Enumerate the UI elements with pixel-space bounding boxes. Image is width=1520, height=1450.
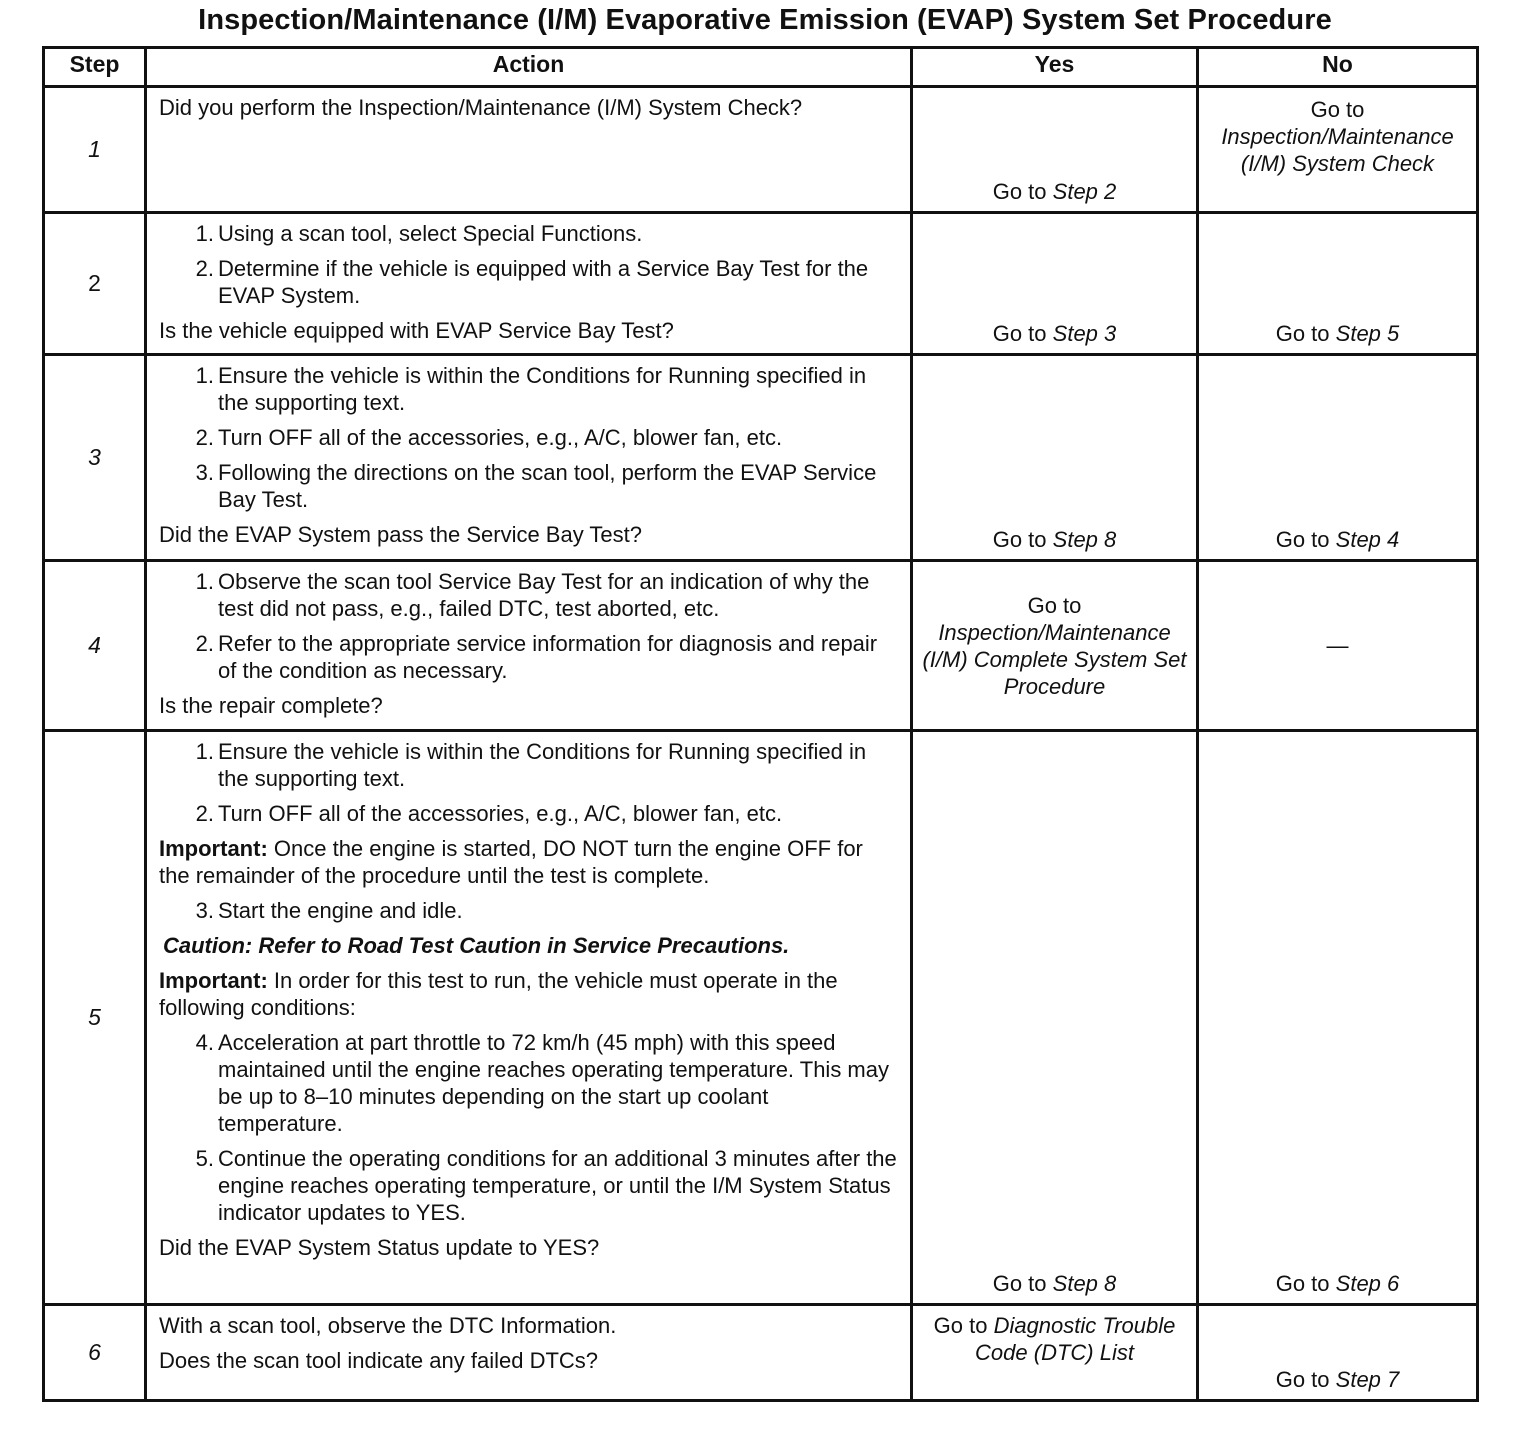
item-number: 1. (195, 363, 214, 388)
table-row (44, 87, 1478, 213)
yes-prefix: Go to (992, 1271, 1047, 1296)
no-prefix: Go to (1275, 321, 1330, 346)
item-text: Turn OFF all of the accessories, e.g., A/C, blower fan, etc. (218, 425, 783, 450)
item-number: 5. (195, 1146, 214, 1171)
no-cell (1198, 355, 1478, 561)
list-item (159, 630, 898, 684)
step-number: 1 (44, 87, 146, 213)
yes-link[interactable]: Step 8 (1052, 527, 1117, 552)
item-number: 1. (195, 569, 214, 594)
list-item (159, 220, 898, 247)
yes-link[interactable]: Diagnostic Trouble Code (DTC) List (975, 1313, 1176, 1365)
no-prefix: Go to (1275, 1367, 1330, 1392)
item-text: Determine if the vehicle is equipped with a Service Bay Test for the EVAP System. (218, 256, 869, 308)
step-number: 2 (44, 213, 146, 355)
action-cell (146, 213, 912, 355)
item-number: 2. (195, 425, 214, 450)
no-cell (1198, 561, 1478, 731)
procedure-table (42, 46, 1479, 1402)
list-item (159, 568, 898, 622)
list-item (159, 800, 898, 827)
no-link[interactable]: Step 4 (1335, 527, 1400, 552)
no-cell (1198, 1305, 1478, 1401)
no-prefix: Go to (1275, 527, 1330, 552)
list-item (159, 1145, 898, 1226)
header-no: No (1198, 48, 1478, 87)
step-question: Did the EVAP System pass the Service Bay Test? (159, 522, 643, 547)
action-list (159, 738, 898, 827)
item-text: Acceleration at part throttle to 72 km/h (45 mph) with this speed maintained until the engine reaches operating temperature. This may be up to 8–10 minutes depending on the start up coolant temperature. (218, 1030, 889, 1136)
item-number: 1. (195, 739, 214, 764)
no-cell (1198, 731, 1478, 1305)
table-row (44, 213, 1478, 355)
list-item (159, 255, 898, 309)
caution-note: Caution: Refer to Road Test Caution in Service Precautions. (163, 933, 790, 958)
header-action: Action (146, 48, 912, 87)
action-text: With a scan tool, observe the DTC Information. (159, 1313, 617, 1338)
table-row (44, 355, 1478, 561)
important-label: Important: (159, 836, 268, 861)
action-list (159, 220, 898, 309)
item-text: Following the directions on the scan tool, perform the EVAP Service Bay Test. (218, 460, 877, 512)
no-link[interactable]: Step 6 (1335, 1271, 1400, 1296)
no-cell (1198, 213, 1478, 355)
step-question: Did you perform the Inspection/Maintenance (I/M) System Check? (159, 95, 803, 120)
no-cell (1198, 87, 1478, 213)
item-number: 2. (195, 801, 214, 826)
no-prefix: Go to (1310, 97, 1365, 122)
item-text: Ensure the vehicle is within the Conditions for Running specified in the supporting text. (218, 739, 867, 791)
list-item (159, 459, 898, 513)
item-text: Observe the scan tool Service Bay Test for an indication of why the test did not pass, e.g., failed DTC, test aborted, etc. (218, 569, 870, 621)
action-list (159, 1029, 898, 1226)
step-number: 3 (44, 355, 146, 561)
header-step: Step (44, 48, 146, 87)
item-number: 3. (195, 898, 214, 923)
step-number: 4 (44, 561, 146, 731)
item-number: 2. (195, 256, 214, 281)
important-text: In order for this test to run, the vehicle must operate in the following conditions: (159, 968, 838, 1020)
list-item (159, 897, 898, 924)
action-cell (146, 355, 912, 561)
yes-prefix: Go to (1027, 592, 1082, 618)
important-text: Once the engine is started, DO NOT turn the engine OFF for the remainder of the procedure until the test is complete. (159, 836, 863, 888)
yes-cell (912, 87, 1198, 213)
action-cell (146, 731, 912, 1305)
yes-link[interactable]: Inspection/Maintenance (I/M) Complete System Set Procedure (922, 619, 1187, 699)
step-question: Is the repair complete? (159, 693, 383, 718)
action-list (159, 362, 898, 513)
item-number: 1. (195, 221, 214, 246)
yes-prefix: Go to (992, 179, 1047, 204)
important-note (159, 835, 898, 889)
page-title: Inspection/Maintenance (I/M) Evaporative Emission (EVAP) System Set Procedure (198, 4, 1332, 36)
yes-cell (912, 561, 1198, 731)
step-question: Does the scan tool indicate any failed DTCs? (159, 1348, 599, 1373)
yes-cell (912, 355, 1198, 561)
yes-prefix: Go to (933, 1313, 988, 1338)
no-prefix: Go to (1275, 1271, 1330, 1296)
action-list (159, 568, 898, 684)
yes-cell (912, 731, 1198, 1305)
table-row (44, 1305, 1478, 1401)
important-label: Important: (159, 968, 268, 993)
item-text: Continue the operating conditions for an additional 3 minutes after the engine reaches operating temperature, or until the I/M System Status indicator updates to YES. (218, 1146, 897, 1225)
yes-link[interactable]: Step 3 (1052, 321, 1117, 346)
yes-cell (912, 1305, 1198, 1401)
list-item (159, 738, 898, 792)
important-note (159, 967, 898, 1021)
item-number: 4. (195, 1030, 214, 1055)
header-yes: Yes (912, 48, 1198, 87)
no-link[interactable]: Step 7 (1335, 1367, 1400, 1392)
step-number: 5 (44, 731, 146, 1305)
item-text: Refer to the appropriate service information for diagnosis and repair of the condition as necessary. (218, 631, 878, 683)
action-list (159, 897, 898, 924)
header-row (44, 48, 1478, 87)
item-number: 3. (195, 460, 214, 485)
no-link[interactable]: Step 5 (1335, 321, 1400, 346)
yes-cell (912, 213, 1198, 355)
item-text: Using a scan tool, select Special Functions. (218, 221, 643, 246)
step-question: Is the vehicle equipped with EVAP Service Bay Test? (159, 318, 674, 343)
yes-link[interactable]: Step 8 (1052, 1271, 1117, 1296)
yes-prefix: Go to (992, 321, 1047, 346)
table-row (44, 731, 1478, 1305)
table-row (44, 561, 1478, 731)
item-number: 2. (195, 631, 214, 656)
step-number: 6 (44, 1305, 146, 1401)
no-link[interactable]: Inspection/Maintenance (I/M) System Check (1221, 124, 1454, 176)
yes-prefix: Go to (992, 527, 1047, 552)
item-text: Start the engine and idle. (218, 898, 463, 923)
step-question: Did the EVAP System Status update to YES? (159, 1235, 600, 1260)
action-cell (146, 561, 912, 731)
list-item (159, 424, 898, 451)
item-text: Turn OFF all of the accessories, e.g., A/C, blower fan, etc. (218, 801, 783, 826)
item-text: Ensure the vehicle is within the Conditions for Running specified in the supporting text. (218, 363, 867, 415)
no-dash: — (1326, 633, 1349, 658)
action-cell (146, 87, 912, 213)
action-cell (146, 1305, 912, 1401)
list-item (159, 362, 898, 416)
list-item (159, 1029, 898, 1137)
yes-link[interactable]: Step 2 (1052, 179, 1117, 204)
